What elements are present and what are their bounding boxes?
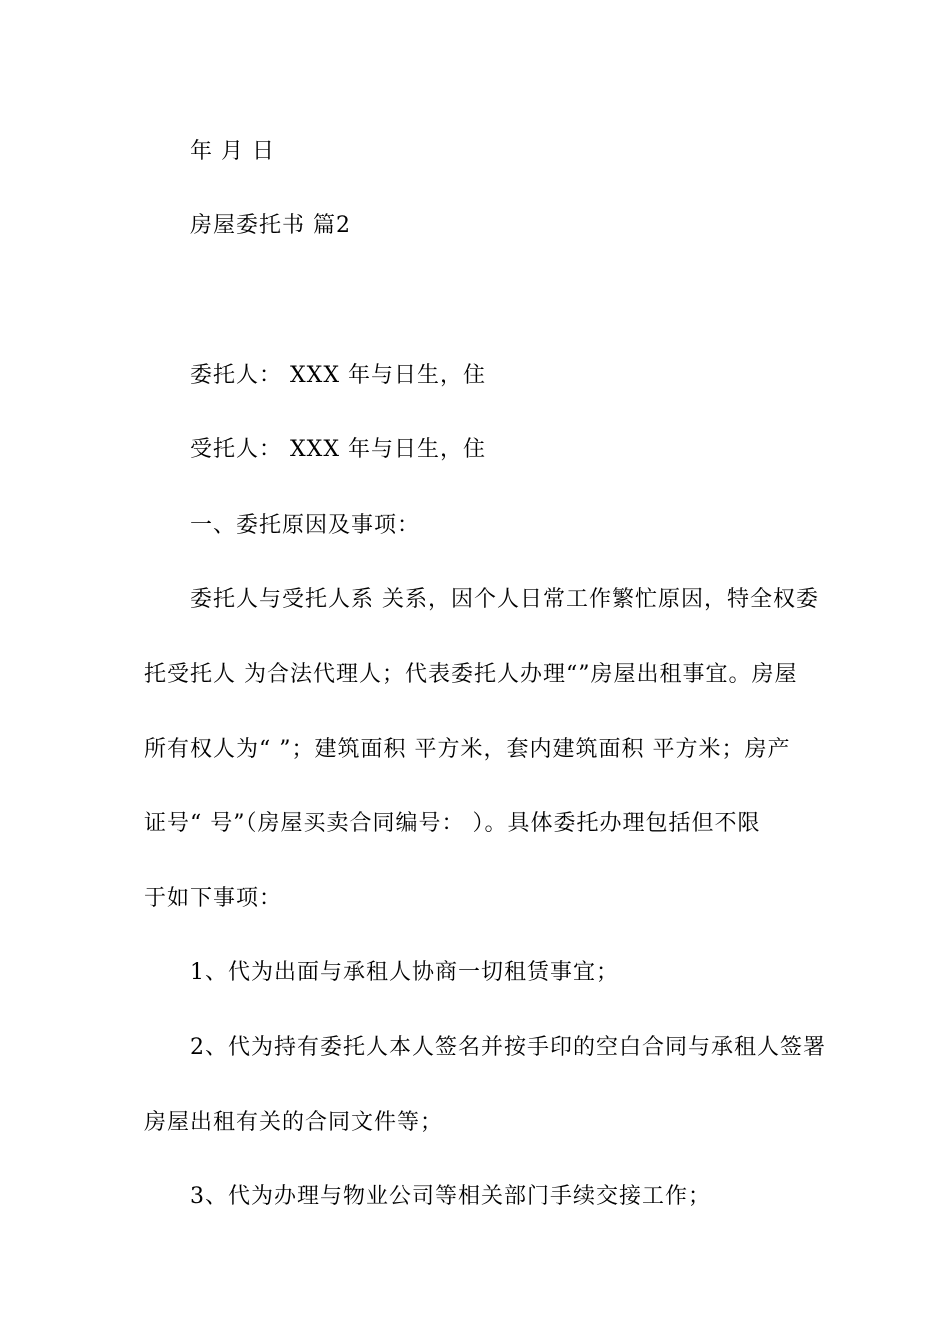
paragraph-line: 托受托人 为合法代理人；代表委托人办理“”房屋出租事宜。房屋: [144, 662, 798, 687]
list-item-continuation: 房屋出租有关的合同文件等；: [144, 1110, 444, 1135]
paragraph-line: 所有权人为“ ”；建筑面积 平方米，套内建筑面积 平方米；房产: [144, 737, 791, 762]
section-title: 房屋委托书 篇2: [190, 213, 351, 238]
date-line: 年 月 日: [190, 139, 275, 164]
list-item: 2、代为持有委托人本人签名并按手印的空白合同与承租人签署: [190, 1035, 826, 1060]
agent-line: 受托人： XXX 年与日生，住: [190, 437, 486, 462]
heading-entrustment-reasons: 一、委托原因及事项：: [190, 513, 421, 538]
paragraph-line: 证号“ 号”（房屋买卖合同编号： ）。具体委托办理包括但不限: [144, 811, 761, 836]
paragraph-line: 于如下事项：: [144, 886, 283, 911]
paragraph-line: 委托人与受托人系 关系，因个人日常工作繁忙原因，特全权委: [190, 587, 819, 612]
principal-line: 委托人： XXX 年与日生，住: [190, 363, 486, 388]
list-item: 1、代为出面与承租人协商一切租赁事宜；: [190, 960, 619, 985]
list-item: 3、代为办理与物业公司等相关部门手续交接工作；: [190, 1184, 711, 1209]
